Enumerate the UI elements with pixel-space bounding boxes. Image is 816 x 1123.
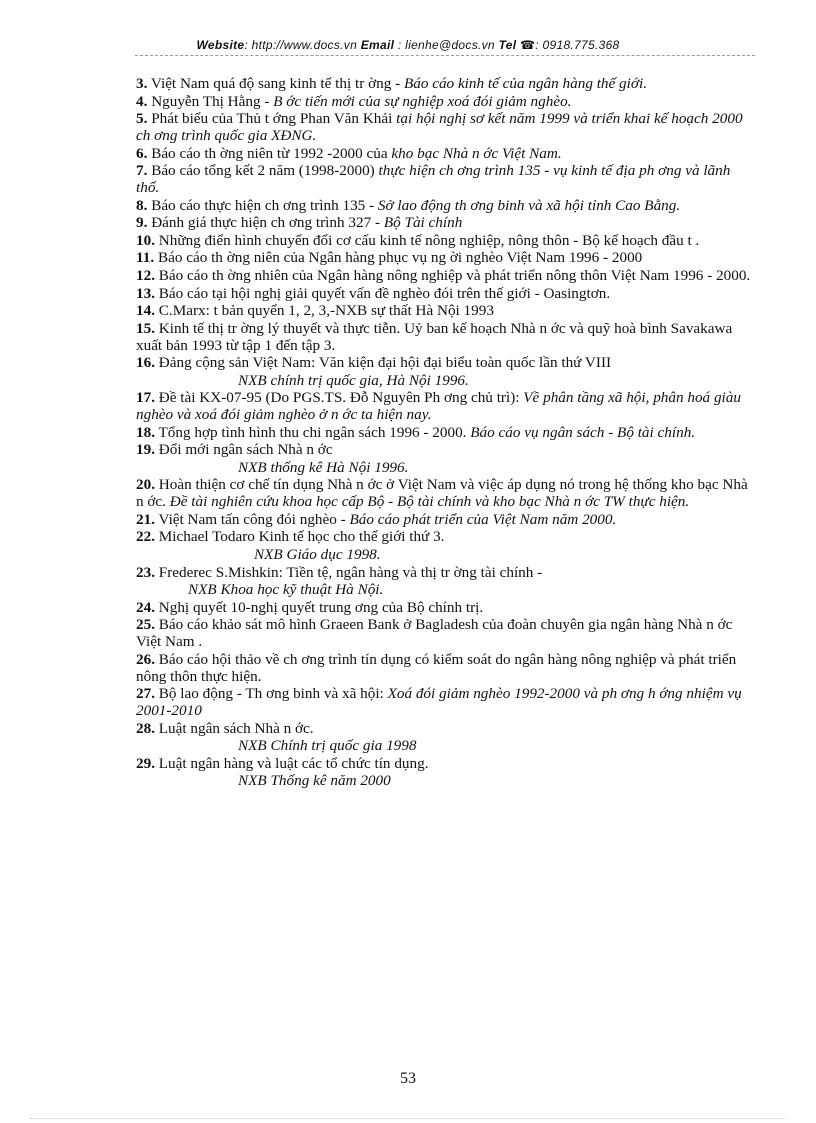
reference-number: 25. xyxy=(136,616,155,634)
reference-italic-text: thực hiện ch ơng trình 135 - vụ kinh tế địa ph ơng và lãnh thổ. xyxy=(136,162,731,196)
reference-text: Đảng cộng sản Việt Nam: Văn kiện đại hội đại biểu toàn quốc lần thứ VIII xyxy=(158,354,612,372)
reference-italic-text: Báo cáo vụ ngân sách - Bộ tài chính. xyxy=(470,423,696,441)
reference-text: Việt Nam tấn công đói nghèo - xyxy=(158,510,350,528)
website-label: Website xyxy=(196,38,245,52)
header-divider xyxy=(135,55,755,56)
reference-text: Báo cáo th ờng nhiên của Ngân hàng nông nghiệp và phát triển nông thôn Việt Nam 1996 - 2000. xyxy=(158,266,751,284)
reference-text: Báo cáo hội thảo về ch ơng trình tín dụng có kiểm soát do ngân hàng nông nghiệp và phát triển nông thôn thực hiện. xyxy=(136,650,737,685)
reference-item xyxy=(136,600,756,617)
tel-value: : 0918.775.368 xyxy=(535,38,620,52)
reference-item xyxy=(136,233,756,250)
reference-number: 3. xyxy=(136,75,148,92)
reference-item xyxy=(136,529,756,546)
reference-number: 29. xyxy=(136,754,155,772)
reference-text: C.Marx: t bản quyển 1, 2, 3,-NXB sự thất Hà Nội 1993 xyxy=(158,302,494,320)
reference-number: 7. xyxy=(136,162,148,180)
reference-item xyxy=(136,721,756,738)
reference-item xyxy=(136,215,756,232)
reference-number: 13. xyxy=(136,284,155,302)
reference-item xyxy=(136,442,756,459)
email-value: : lienhe@docs.vn xyxy=(397,38,495,52)
reference-text: Kinh tế thị tr ờng lý thuyết và thực tiễn. Uỷ ban kế hoạch Nhà n ớc và quỹ hoà bình Savakawa xuất bản 1993 từ tập 1 đến tập 3. xyxy=(136,319,733,354)
reference-number: 16. xyxy=(136,354,155,372)
reference-text: Bộ lao động - Th ơng binh và xã hội: xyxy=(158,685,388,703)
reference-italic-text: B ớc tiến mới của sự nghiệp xoá đói giảm nghèo. xyxy=(273,92,572,110)
reference-number: 27. xyxy=(136,685,155,703)
reference-text: Báo cáo th ờng niên từ 1992 -2000 của xyxy=(151,144,392,162)
reference-item xyxy=(136,111,756,145)
reference-number: 18. xyxy=(136,423,155,441)
reference-item xyxy=(136,250,756,267)
reference-text: Nghị quyết 10-nghị quyết trung ơng của Bộ chính trị. xyxy=(158,598,484,616)
reference-item xyxy=(136,512,756,529)
reference-italic-text: Báo cáo kinh tế của ngân hàng thế giới. xyxy=(403,75,647,92)
reference-number: 4. xyxy=(136,92,148,110)
reference-text: Đánh giá thực hiện ch ơng trình 327 - xyxy=(151,214,384,232)
reference-text: Việt Nam quá độ sang kinh tế thị tr ờng - xyxy=(150,75,404,92)
reference-item xyxy=(136,425,756,442)
reference-item xyxy=(136,652,756,686)
reference-number: 12. xyxy=(136,266,155,284)
reference-number: 24. xyxy=(136,598,155,616)
reference-number: 5. xyxy=(136,110,148,128)
reference-number: 14. xyxy=(136,302,155,320)
reference-text: Phát biểu của Thủ t ớng Phan Văn Khải xyxy=(151,110,397,128)
reference-italic-text: Báo cáo phát triển của Việt Nam năm 2000. xyxy=(349,510,617,528)
reference-text: Nguyễn Thị Hằng - xyxy=(151,92,274,110)
reference-text: Luật ngân hàng và luật các tổ chức tín dụng. xyxy=(158,754,429,772)
reference-number: 11. xyxy=(136,249,155,267)
reference-text: Báo cáo th ờng niên của Ngân hàng phục vụ ng ời nghèo Việt Nam 1996 - 2000 xyxy=(157,249,643,267)
reference-number: 22. xyxy=(136,528,155,546)
reference-italic-text: kho bạc Nhà n ớc Việt Nam. xyxy=(391,144,562,162)
page-number: 53 xyxy=(400,1070,416,1087)
reference-text: Đề tài KX-07-95 (Do PGS.TS. Đỗ Nguyên Ph ơng chủ trì): xyxy=(158,389,524,407)
reference-item xyxy=(136,617,756,651)
reference-publisher: NXB Chính trị quốc gia 1998 xyxy=(238,737,417,755)
reference-number: 23. xyxy=(136,563,155,581)
reference-item xyxy=(136,76,756,93)
reference-publisher: NXB thống kê Hà Nội 1996. xyxy=(238,458,409,476)
reference-item xyxy=(136,163,756,197)
reference-italic-text: tại hội nghị sơ kết năm 1999 và triển khai kế hoạch 2000 ch ơng trình quốc gia XĐNG. xyxy=(136,110,743,144)
reference-number: 28. xyxy=(136,719,155,737)
reference-item xyxy=(136,477,756,511)
reference-text: Tổng hợp tình hình thu chi ngân sách 1996 - 2000. xyxy=(158,423,471,441)
reference-item xyxy=(136,198,756,215)
reference-number: 20. xyxy=(136,476,155,494)
reference-publisher: NXB chính trị quốc gia, Hà Nội 1996. xyxy=(238,371,469,389)
reference-number: 21. xyxy=(136,510,155,528)
reference-item xyxy=(136,321,756,355)
reference-publisher: NXB Thống kê năm 2000 xyxy=(238,772,391,790)
reference-number: 17. xyxy=(136,389,155,407)
reference-italic-text: Đề tài nghiên cứu khoa học cấp Bộ - Bộ tài chính và kho bạc Nhà n ớc TW thực hiện. xyxy=(169,493,690,511)
reference-number: 10. xyxy=(136,231,155,249)
reference-text: Những điển hình chuyển đổi cơ cấu kinh tế nông nghiệp, nông thôn - Bộ kế hoạch đầu t . xyxy=(158,231,700,249)
reference-publisher: NXB Khoa học kỹ thuật Hà Nội. xyxy=(188,581,384,599)
tel-label: Tel ☎ xyxy=(498,38,536,52)
reference-number: 6. xyxy=(136,144,148,162)
reference-text: Báo cáo tại hội nghị giải quyết vấn đề nghèo đói trên thế giới - Oasingtơn. xyxy=(158,284,611,302)
reference-text: Đổi mới ngân sách Nhà n ớc xyxy=(158,441,333,459)
reference-number: 15. xyxy=(136,319,155,337)
reference-italic-text: Xoá đói giảm nghèo 1992-2000 và ph ơng h ớng nhiệm vụ 2001-2010 xyxy=(136,685,742,719)
reference-number: 19. xyxy=(136,441,155,459)
reference-item xyxy=(136,303,756,320)
reference-item xyxy=(136,686,756,720)
reference-text: Luật ngân sách Nhà n ớc. xyxy=(158,719,314,737)
reference-item xyxy=(136,94,756,111)
reference-italic-text: Sở lao động th ơng binh và xã hội tỉnh Cao Bằng. xyxy=(377,196,681,214)
reference-publisher: NXB Giáo dục 1998. xyxy=(254,546,381,564)
reference-item xyxy=(136,146,756,163)
reference-text: Báo cáo tổng kết 2 năm (1998-2000) xyxy=(151,162,379,180)
reference-text: Frederec S.Mishkin: Tiền tệ, ngân hàng và thị tr ờng tài chính - xyxy=(158,563,543,581)
reference-number: 26. xyxy=(136,650,155,668)
page-header xyxy=(0,38,816,52)
reference-item xyxy=(136,355,756,372)
reference-text: Michael Todaro Kinh tế học cho thế giới thứ 3. xyxy=(158,528,445,546)
reference-italic-text: Về phân tầng xã hội, phân hoá giàu nghèo và xoá đói giảm nghèo ở n ớc ta hiện nay. xyxy=(136,389,741,424)
reference-item xyxy=(136,756,756,773)
reference-text: Hoàn thiện cơ chế tín dụng Nhà n ớc ở Việt Nam và việc áp dụng nó trong hệ thống kho bạc Nhà n ớc. xyxy=(136,476,748,511)
reference-italic-text: Bộ Tài chính xyxy=(383,214,463,232)
reference-text: Báo cáo thực hiện ch ơng trình 135 - xyxy=(151,196,378,214)
email-label: Email xyxy=(360,38,395,52)
reference-item xyxy=(136,268,756,285)
website-value: : http://www.docs.vn xyxy=(244,38,358,52)
reference-number: 8. xyxy=(136,196,148,214)
reference-item xyxy=(136,390,756,424)
reference-item xyxy=(136,565,756,582)
reference-text: Báo cáo khảo sát mô hình Graeen Bank ở Bagladesh của đoàn chuyên gia ngân hàng Nhà n ớc Việt Nam . xyxy=(136,616,733,651)
reference-list xyxy=(136,76,756,791)
reference-item xyxy=(136,286,756,303)
footer-divider xyxy=(30,1118,786,1119)
reference-number: 9. xyxy=(136,214,148,232)
